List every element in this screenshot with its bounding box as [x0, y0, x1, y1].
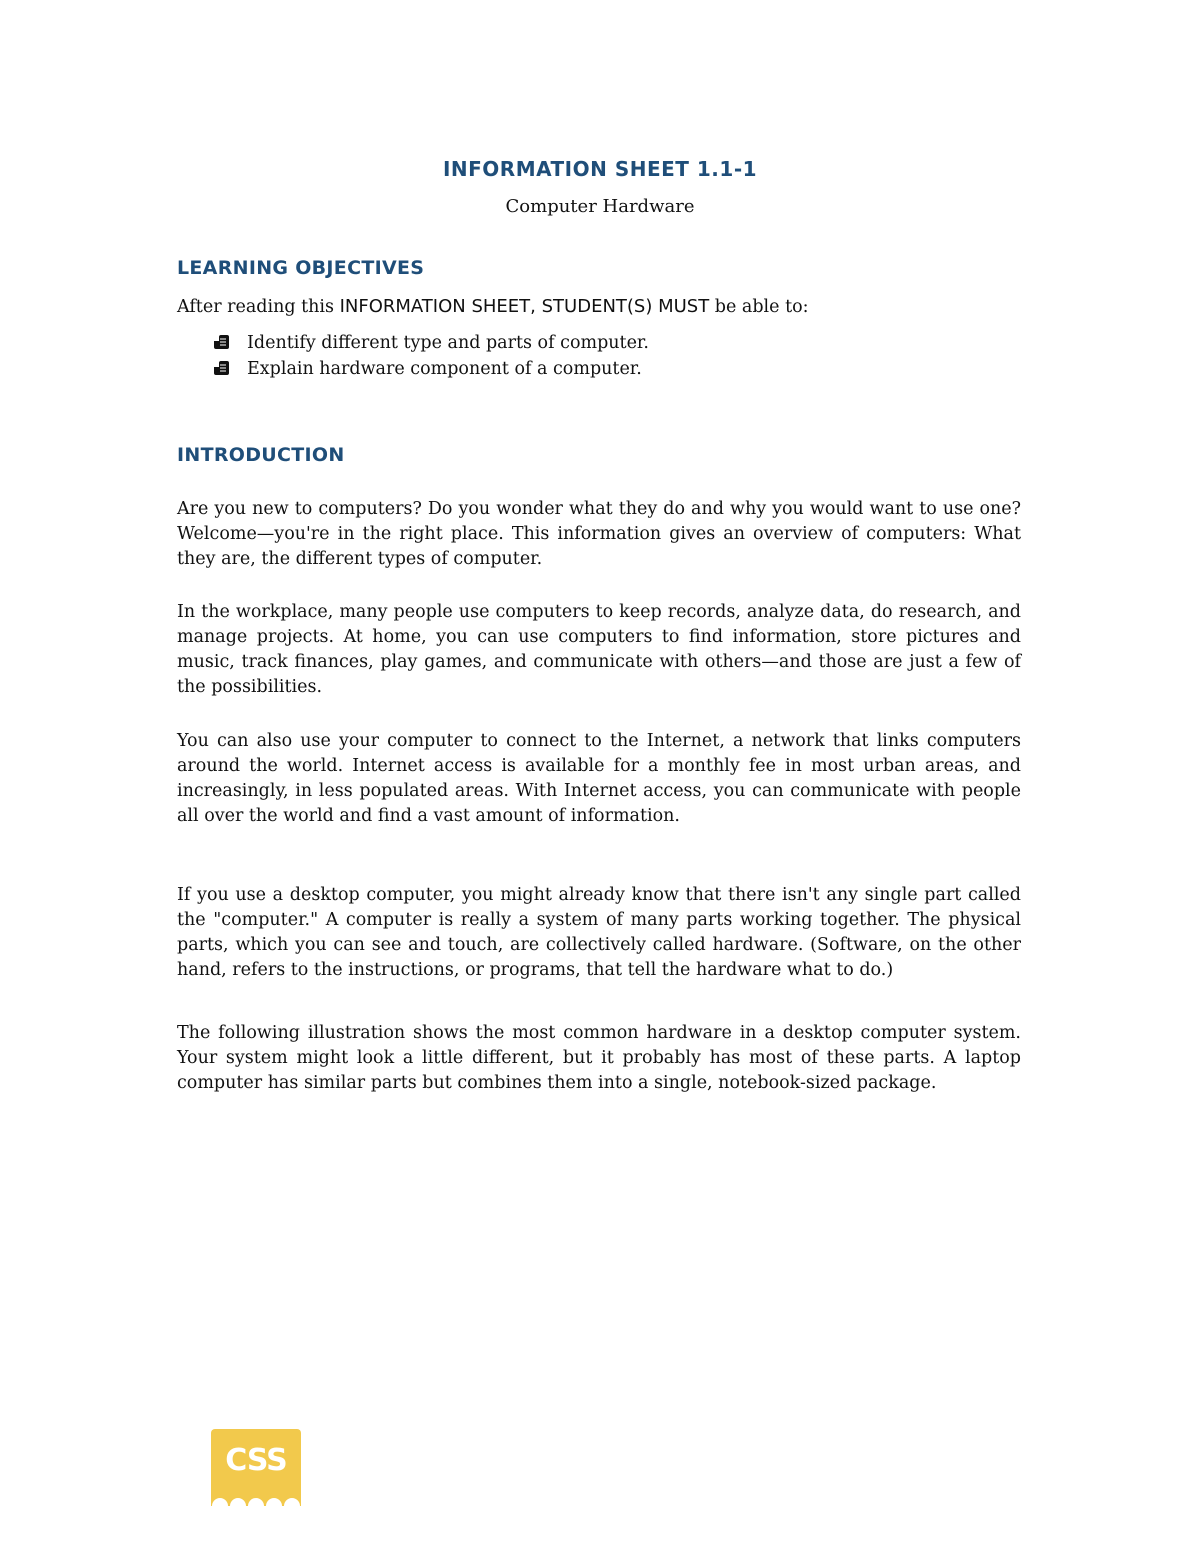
- paragraph: In the workplace, many people use computers to keep records, analyze data, do research, and manage projects. At home, you can use computers to find information, store pictures and music, track finances, play games, and communicate with others—and those are just a few of the possibilities.: [177, 602, 1021, 697]
- list-item: [213, 330, 649, 356]
- paragraph: The following illustration shows the most common hardware in a desktop computer system. Your system might look a little different, but it probably has most of these parts. A laptop computer has similar parts but combines them into a single, notebook-sized package.: [177, 1023, 1021, 1093]
- paragraph: You can also use your computer to connect to the Internet, a network that links computers around the world. Internet access is available for a monthly fee in most urban areas, and increasingly, in less populated areas. With Internet access, you can communicate with people all over the world and find a vast amount of information.: [177, 731, 1021, 826]
- paragraph: If you use a desktop computer, you might already know that there isn't any single part called the "computer." A computer is really a system of many parts working together. The physical parts, which you can see and touch, are collectively called hardware. (Software, on the other hand, refers to the instructions, or programs, that tell the hardware what to do.): [177, 885, 1021, 980]
- introduction-heading: INTRODUCTION: [177, 444, 345, 466]
- page-subtitle: Computer Hardware: [505, 196, 695, 217]
- objectives-intro-emphasis: INFORMATION SHEET, STUDENT(S) MUST: [339, 296, 710, 317]
- logo-text: CSS: [225, 1443, 287, 1478]
- pointing-hand-icon: [213, 361, 233, 378]
- page-title: INFORMATION SHEET 1.1-1: [442, 157, 758, 181]
- learning-objectives-heading: LEARNING OBJECTIVES: [177, 257, 425, 279]
- objective-text: Identify different type and parts of computer.: [247, 333, 649, 353]
- paragraph: Are you new to computers? Do you wonder what they do and why you would want to use one? Welcome—you're in the right place. This information gives an overview of computers: What they are, the different types of computer.: [177, 499, 1021, 569]
- objectives-intro-after: be able to:: [709, 297, 809, 317]
- pointing-hand-icon: [213, 335, 233, 352]
- objectives-intro-before: After reading this: [177, 297, 340, 317]
- objectives-intro: [177, 296, 1027, 317]
- css-logo: [211, 1429, 301, 1506]
- objectives-list: [213, 330, 649, 382]
- list-item: [213, 356, 649, 382]
- logo-scallop-icon: [211, 1498, 301, 1506]
- objective-text: Explain hardware component of a computer.: [247, 359, 642, 379]
